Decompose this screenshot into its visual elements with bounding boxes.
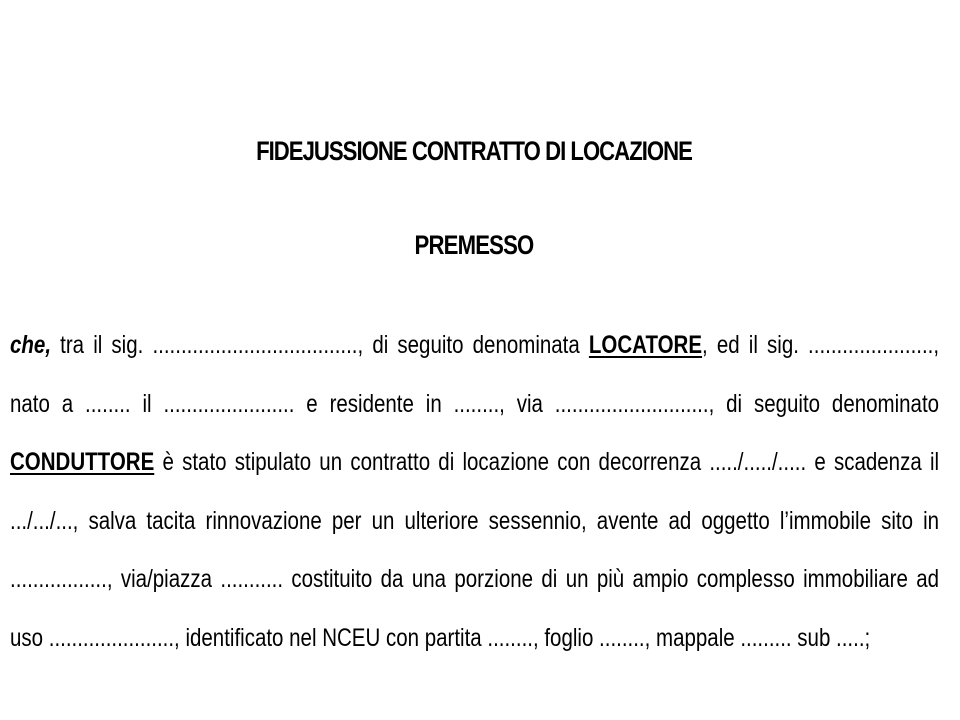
document-title: FIDEJUSSIONE CONTRATTO DI LOCAZIONE xyxy=(256,136,692,166)
paragraph-text-part-2: , ed il sig. ......................, nato a ........ il ....................... e residente in ........, via ..........................., di seguito denominato xyxy=(10,331,940,418)
locatore-term: LOCATORE xyxy=(588,331,703,359)
paragraph-lead-word: che, xyxy=(10,331,52,359)
premise-paragraph xyxy=(10,316,939,667)
conduttore-term: CONDUTTORE xyxy=(10,448,155,476)
paragraph-text-part-1: tra il sig. ...................................., di seguito denominata xyxy=(51,331,589,359)
section-heading: PREMESSO xyxy=(414,230,534,260)
paragraph-text-part-3: è stato stipulato un contratto di locazione con decorrenza ...../...../..... e scadenza il .../.../..., salva tacita rinnovazione per un ulteriore sessennio, avente ad oggetto l’immobile sito in ................., via/piazza ........... costituito da una porzione di un più ampio complesso immobiliare ad uso ......................, identificato nel NCEU con partita ........, foglio ........, mappale ......... sub .....; xyxy=(10,448,940,652)
